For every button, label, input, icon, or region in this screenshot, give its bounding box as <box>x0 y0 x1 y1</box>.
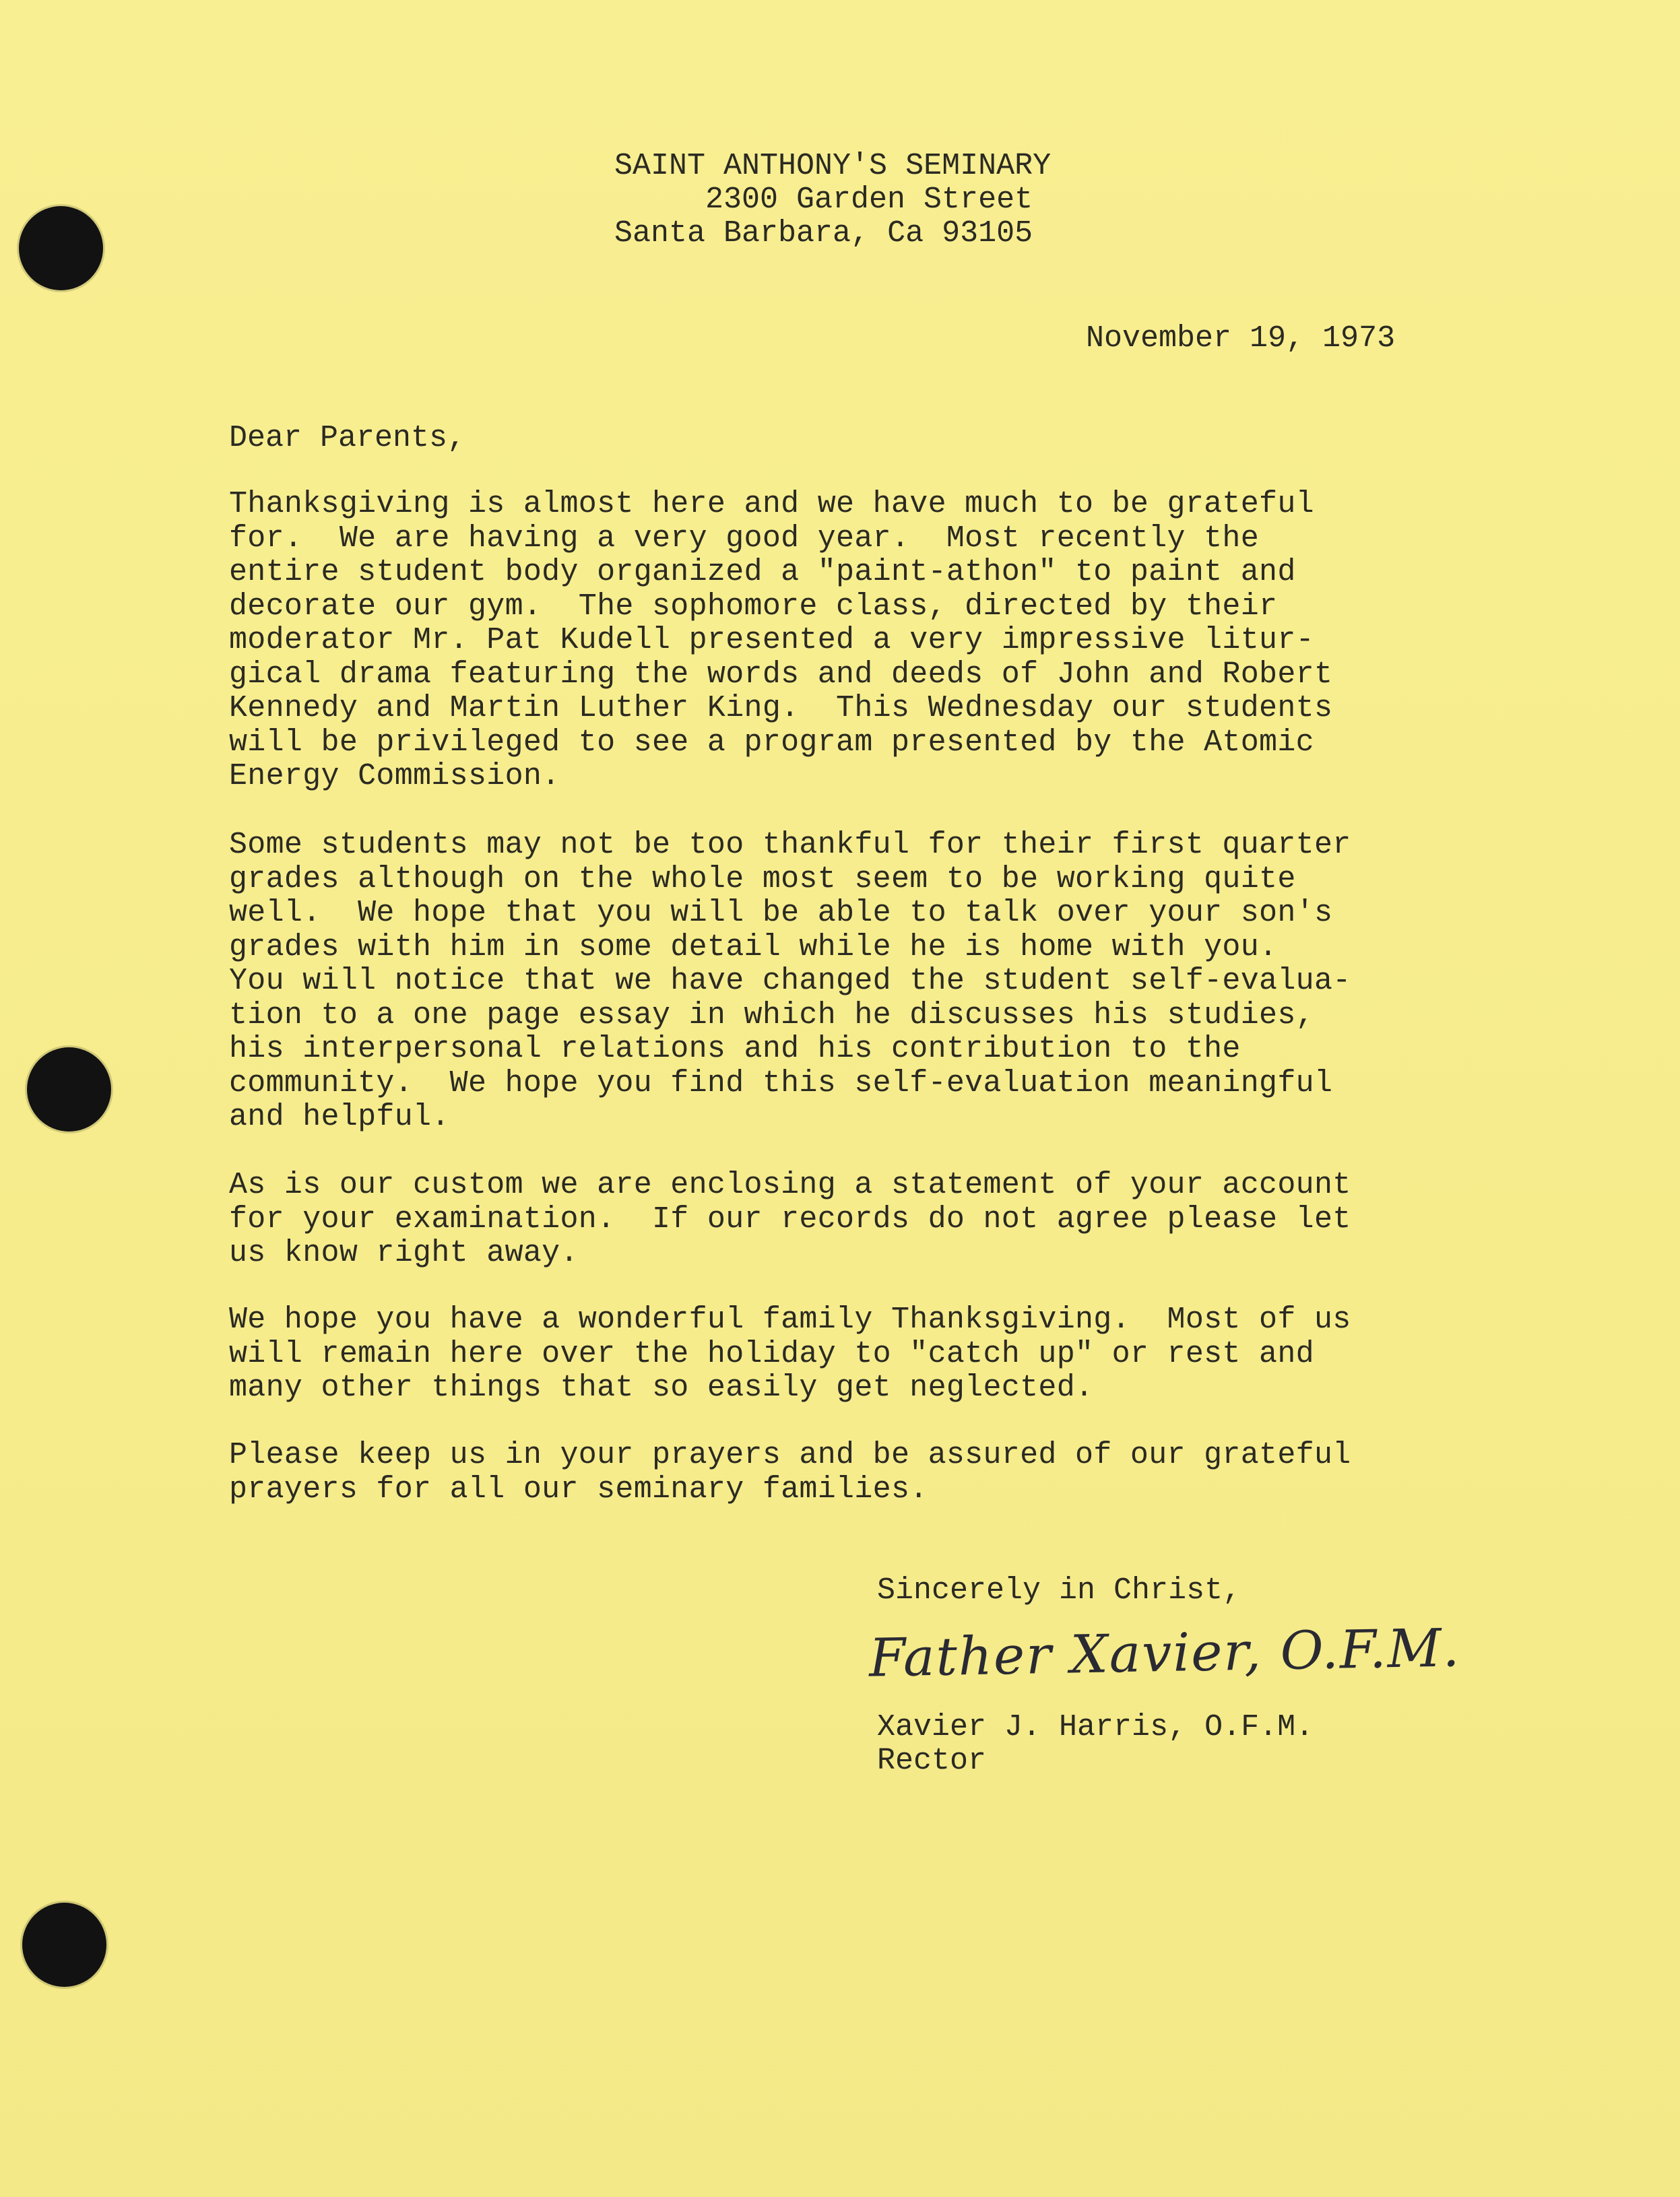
paragraph-3: As is our custom we are enclosing a statement of your account for your examination. If our records do not agree please let us know right away. <box>229 1168 1351 1270</box>
salutation: Dear Parents, <box>229 421 466 455</box>
paragraph-5: Please keep us in your prayers and be assured of our grateful prayers for all our seminary families. <box>229 1438 1351 1507</box>
paragraph-2: Some students may not be too thankful for their first quarter grades although on the whole most seem to be working quite well. We hope that you will be able to talk over your son's grades with him in some detail while he is home with you. You will notice that we have changed the student self-evalua- tion to a one page essay in which he discusses his studies, his interpersonal relations and his contribution to the community. We hope you find this self-evaluation meaningful and helpful. <box>229 828 1351 1134</box>
punch-hole-top <box>19 206 103 290</box>
letterhead <box>614 150 1051 251</box>
letterhead-street: 2300 Garden Street <box>705 183 1033 217</box>
letter-date: November 19, 1973 <box>1086 321 1396 356</box>
handwritten-signature: Father Xavier, O.F.M. <box>868 1618 1461 1689</box>
letterhead-city: Santa Barbara, Ca 93105 <box>614 216 1033 251</box>
paragraph-1: Thanksgiving is almost here and we have much to be grateful for. We are having a very good year. Most recently the entire student body organized a "paint-athon" to paint and decorate our gym. The sophomore class, directed by their moderator Mr. Pat Kudell presented a very impressive litur- gical drama featuring the words and deeds of John and Robert Kennedy and Martin Luther King. This Wednesday our students will be privileged to see a program presented by the Atomic Energy Commission. <box>229 487 1333 793</box>
letterhead-name: SAINT ANTHONY'S SEMINARY <box>614 149 1052 183</box>
paragraph-4: We hope you have a wonderful family Thanksgiving. Most of us will remain here over the holiday to "catch up" or rest and many other things that so easily get neglected. <box>229 1303 1351 1405</box>
punch-hole-middle <box>27 1047 111 1132</box>
signer-name: Xavier J. Harris, O.F.M. <box>877 1710 1314 1744</box>
punch-hole-bottom <box>22 1903 106 1987</box>
signer-title: Rector <box>877 1744 987 1778</box>
closing: Sincerely in Christ, <box>877 1573 1241 1608</box>
